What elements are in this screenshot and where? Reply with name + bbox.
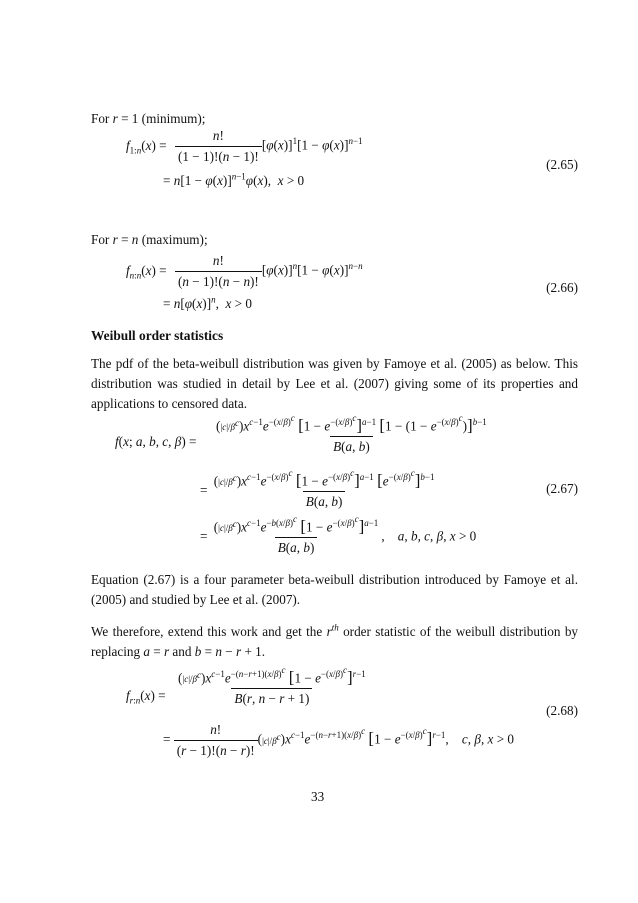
eq-2-67-fraction-3: $\frac{(|c|/\beta^c)x^{c-1}e^{-b(x/\beta)^c} [1 - e^{-(x/\beta)^c}]^{a-1}}{B(a, b)}$: [213, 514, 379, 556]
page-number: 33: [311, 789, 325, 804]
eq-2-65-number: (2.65): [546, 157, 578, 172]
eq-2-65-line2: = $n[1 - \varphi(x)]^{n-1}\varphi(x)$, x > 0: [163, 171, 305, 188]
beta-weibull-paragraph: The pdf of the beta-weibull distribution was given by Famoye et al. (2005) as below. This distribution was studied in detail by Lee et al. (2007) giving some of its properties and applications to censored data.: [91, 356, 578, 411]
extension-paragraph: We therefore, extend this work and get the $r^{th}$ order statistic of the weibull distribution by replacing a = r and b = n − r + 1.: [91, 622, 579, 659]
eq-2-66-line2: = $n[\varphi(x)]^n$, x > 0: [163, 294, 252, 311]
eq-2-68-fraction-1: $\frac{(|c|/\beta^c)x^{c-1}e^{-(n-r+1)(x/\beta)^c} [1 - e^{-(x/\beta)^c}]^{r-1}}{B(r, n - r + 1)}$: [178, 665, 366, 707]
eq-2-68-number: (2.68): [546, 703, 578, 718]
eq-2-68-fraction-2: $\frac{n!}{(r - 1)!(n - r)!}$: [174, 722, 258, 759]
eq-2-66-fraction: $\frac{n!}{(n - 1)!(n - n)!}$: [175, 253, 262, 290]
equation-description-paragraph: Equation (2.67) is a four parameter beta-weibull distribution introduced by Famoye et al. (2005) and studied by Lee et al. (2007).: [91, 572, 578, 607]
section-heading: Weibull order statistics: [91, 328, 224, 343]
eq-2-68-lhs: $f_{r:n}(x)$ =: [126, 688, 166, 706]
eq-2-67-fraction-1: $(|c|/\beta^c)x^{c-1}e^{-(x/\beta)^c}$ $[1 - e^{-(x/\beta)^c}]^{a-1}$ $[1 - (1 - e^{-(x/\beta)^c})]^{b-1}$ B(a, b): [216, 413, 487, 455]
eq-2-67-lhs: f(x; a, b, c, β) =: [115, 434, 197, 449]
minimum-case-intro: For r = 1 (minimum);: [91, 111, 206, 126]
page: For r = 1 (minimum); $f_{1:n}(x)$ = $\frac{n!}{(1 - 1)!(n - 1)!}$ $[\varphi(x)]^1[1 - \varphi(x)]^{n-1}$ = $n[1 - \varphi(x)]^{n-1}\varphi(x)$, x > 0 (2.65) For r = n (maximum); $f_{n:n}(x)$ = $\frac{n!}{(n - 1)!(n - n)!}$ $[\varphi(x)]^n[1 - \varphi(x)]^{n-n}$ = $n[\varphi(x)]^n$, x > 0 (2.66) Weibull order statistics The pdf of the beta-weibull distribution was given by Famoye et al. (2005) as below. This distribution was studied in detail by Lee et al. (2007) giving some of its properties and applications to censored data. f(x; a, b, c, β) = $(|c|/\beta^c)x^{c-1}e^{-(x/\beta)^c}$ $[1 - e^{-(x/\beta)^c}]^{a-1}$ $[1 - (1 - e^{-(x/\beta)^c})]^{b-1}$ B(a, b) = $\frac{(|c|/\beta^c)x^{c-1}e^{-(x/\beta)^c} [1 - e^{-(x/\beta)^c}]^{a-1} [e^{-(x/\beta)^c}]^{b-1}}{B(a, b)}$ = $\frac{(|c|/\beta^c)x^{c-1}e^{-b(x/\beta)^c} [1 - e^{-(x/\beta)^c}]^{a-1}}{B(a, b)}$ , a, b, c, β, x > 0 (2.67) Equation (2.67) is a four parameter beta-weibull distribution introduced by Famoye et al. (2005) and studied by Lee et al. (2007). We therefore, extend this work and get the $r^{th}$ order statistic of the weibull distribution by replacing a = r and b = n − r + 1. $f_{r:n}(x)$ = $\frac{(|c|/\beta^c)x^{c-1}e^{-(n-r+1)(x/\beta)^c} [1 - e^{-(x/\beta)^c}]^{r-1}}{B(r, n - r + 1)}$ = $\frac{n!}{(r - 1)!(n - r)!}$ $(|c|/\beta^c)x^{c-1}e^{-(n-r+1)(x/\beta)^c}$ $[1 - e^{-(x/\beta)^c}]^{r-1}$, c, β, x > 0 (2.68) 33: [91, 111, 579, 804]
eq-2-65-lhs: f: [126, 138, 130, 153]
eq-2-67-number: (2.67): [546, 481, 578, 496]
eq-2-67-fraction-2: $\frac{(|c|/\beta^c)x^{c-1}e^{-(x/\beta)^c} [1 - e^{-(x/\beta)^c}]^{a-1} [e^{-(x/\beta)^c}]^{b-1}}{B(a, b)}$: [213, 468, 435, 510]
eq-2-66-number: (2.66): [546, 280, 578, 295]
eq-2-65-fraction: $\frac{n!}{(1 - 1)!(n - 1)!}$: [175, 128, 262, 165]
maximum-case-intro: For r = n (maximum);: [91, 232, 208, 247]
